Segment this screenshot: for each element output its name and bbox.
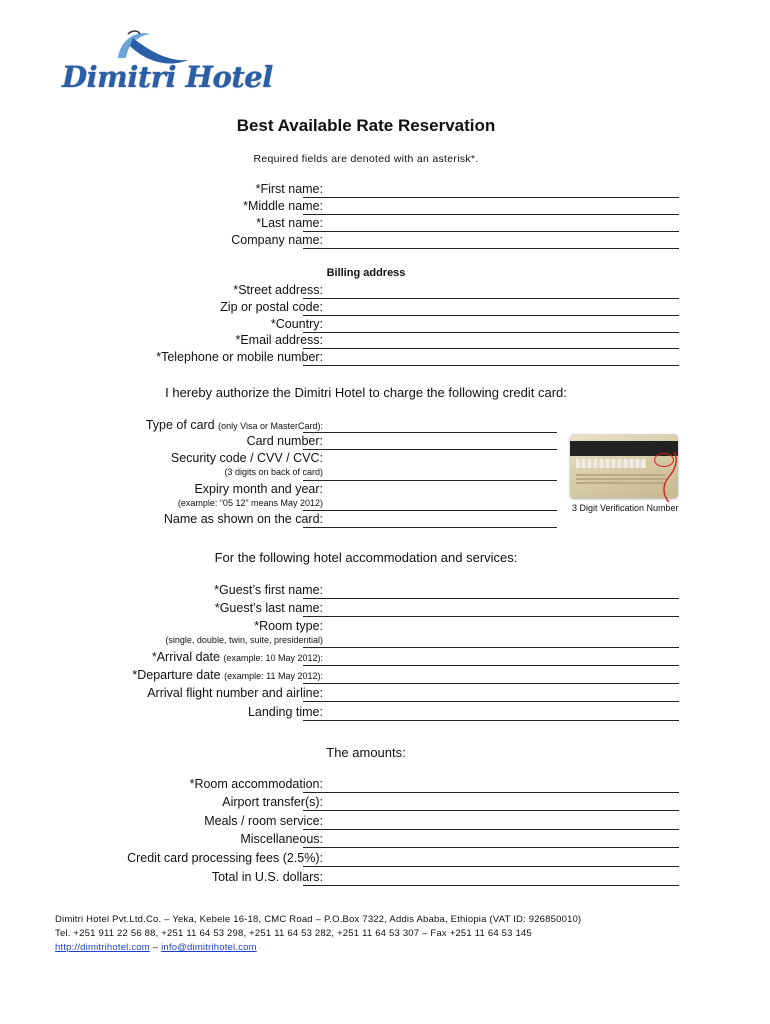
last-name-label: *Last name: (256, 216, 323, 230)
flight-field[interactable] (303, 701, 679, 702)
total-field[interactable] (303, 885, 679, 886)
landing-time-field[interactable] (303, 720, 679, 721)
name-on-card-label: Name as shown on the card: (163, 512, 323, 526)
expiry-field[interactable] (303, 510, 557, 511)
first-name-label: *First name: (255, 182, 323, 196)
security-code-field[interactable] (303, 480, 557, 481)
country-label: *Country: (270, 317, 323, 331)
room-type-field[interactable] (303, 647, 679, 648)
last-name-field[interactable] (303, 231, 679, 232)
guest-last-name-field[interactable] (303, 616, 679, 617)
total-label: Total in U.S. dollars: (211, 870, 323, 884)
arrival-date-field[interactable] (303, 665, 679, 666)
form-title: Best Available Rate Reservation (236, 116, 496, 135)
expiry-label: Expiry month and year: (194, 482, 323, 496)
signature-strip (576, 459, 646, 468)
telephone-label: *Telephone or mobile number: (156, 350, 323, 364)
email-field[interactable] (303, 348, 679, 349)
room-type-hint: (single, double, twin, suite, presidential) (165, 635, 323, 645)
departure-date-text: *Departure date (132, 668, 221, 682)
card-type-field[interactable] (303, 432, 557, 433)
miscellaneous-field[interactable] (303, 847, 679, 848)
departure-date-field[interactable] (303, 683, 679, 684)
telephone-field[interactable] (303, 365, 679, 366)
footer-links (55, 941, 581, 955)
middle-name-label: *Middle name: (243, 199, 323, 213)
card-type-text: Type of card (145, 418, 215, 432)
footer (55, 913, 581, 955)
room-type-label: *Room type: (254, 619, 323, 633)
departure-date-label (132, 668, 323, 682)
room-accommodation-label: *Room accommodation: (189, 777, 323, 791)
card-image-caption: 3 Digit Verification Number (572, 503, 679, 513)
guest-last-name-label: *Guest’s last name: (214, 601, 323, 615)
card-type-hint: (only Visa or MasterCard): (218, 421, 323, 431)
security-code-label: Security code / CVV / CVC: (170, 451, 323, 465)
company-name-label: Company name: (231, 233, 323, 247)
authorize-heading: I hereby authorize the Dimitri Hotel to charge the following credit card: (165, 385, 567, 400)
middle-name-field[interactable] (303, 214, 679, 215)
billing-heading: Billing address (326, 267, 406, 279)
meals-label: Meals / room service: (204, 814, 323, 828)
room-accommodation-field[interactable] (303, 792, 679, 793)
accommodation-heading: For the following hotel accommodation and services: (214, 550, 518, 565)
card-fineprint (576, 474, 666, 476)
first-name-field[interactable] (303, 197, 679, 198)
security-code-hint: (3 digits on back of card) (224, 467, 323, 477)
processing-fees-field[interactable] (303, 866, 679, 867)
arrival-date-label (152, 650, 323, 664)
arrival-date-hint: (example: 10 May 2012): (223, 653, 323, 663)
landing-time-label: Landing time: (247, 705, 323, 719)
card-number-label: Card number: (246, 434, 323, 448)
guest-first-name-label: *Guest’s first name: (214, 583, 323, 597)
country-field[interactable] (303, 332, 679, 333)
footer-separator: – (152, 942, 159, 953)
miscellaneous-label: Miscellaneous: (240, 832, 323, 846)
company-name-field[interactable] (303, 248, 679, 249)
street-field[interactable] (303, 298, 679, 299)
arrival-date-text: *Arrival date (151, 650, 220, 664)
zip-field[interactable] (303, 315, 679, 316)
card-number-field[interactable] (303, 449, 557, 450)
airport-transfer-label: Airport transfer(s): (222, 795, 323, 809)
email-label: *Email address: (235, 333, 323, 347)
website-link[interactable]: http://dimitrihotel.com (55, 942, 150, 953)
processing-fees-label: Credit card processing fees (2.5%): (127, 851, 323, 865)
footer-phones: Tel. +251 911 22 56 88, +251 11 64 53 298, +251 11 64 53 282, +251 11 64 53 307 – Fax +251 11 64 53 145 (55, 928, 532, 939)
email-link[interactable]: info@dimitrihotel.com (161, 942, 257, 953)
card-type-label (146, 418, 323, 432)
amounts-heading: The amounts: (326, 745, 406, 760)
name-on-card-field[interactable] (303, 527, 557, 528)
departure-date-hint: (example: 11 May 2012): (224, 671, 323, 681)
guest-first-name-field[interactable] (303, 598, 679, 599)
required-note: Required fields are denoted with an asterisk*. (253, 153, 479, 165)
airport-transfer-field[interactable] (303, 810, 679, 811)
zip-label: Zip or postal code: (220, 300, 323, 314)
street-label: *Street address: (233, 283, 323, 297)
logo-text: Dimitri Hotel (62, 60, 273, 94)
cvv-pointer-arrow (660, 450, 680, 505)
flight-label: Arrival flight number and airline: (147, 686, 323, 700)
footer-address: Dimitri Hotel Pvt.Ltd.Co. – Yeka, Kebele 16-18, CMC Road – P.O.Box 7322, Addis Ababa, Ethiopia (VAT ID: 926850010) (55, 914, 582, 925)
meals-field[interactable] (303, 829, 679, 830)
expiry-hint: (example: “05 12” means May 2012) (177, 498, 323, 508)
